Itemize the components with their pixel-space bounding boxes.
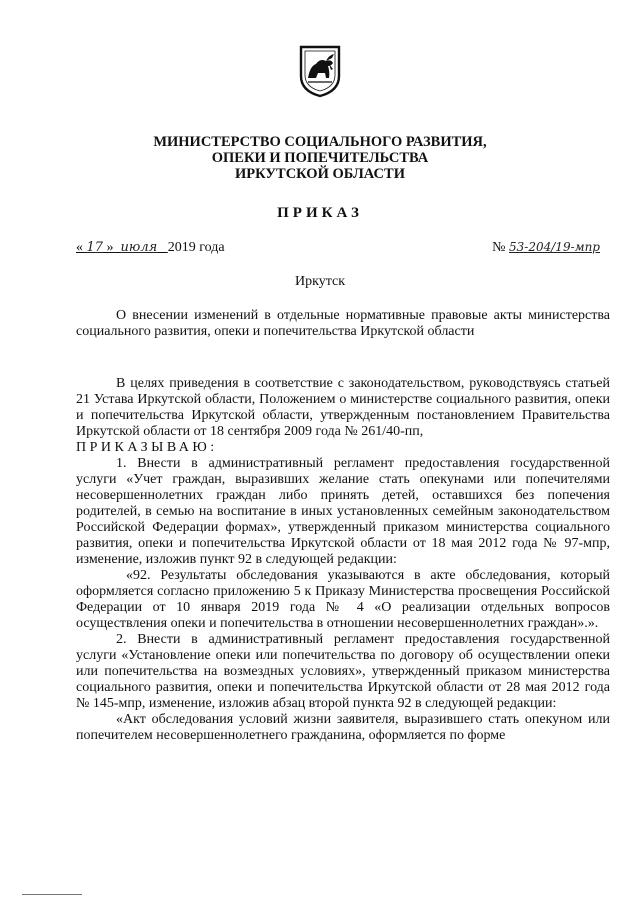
ministry-line-3: ИРКУТСКОЙ ОБЛАСТИ: [235, 166, 405, 182]
date-open-quote: «: [76, 240, 83, 255]
order-number: [492, 240, 600, 256]
subject-text: О внесении изменений в отдельные нормативные правовые акты министерства социального развития, опеки и попечительства Иркутской области: [76, 308, 610, 339]
body-text: [76, 376, 610, 744]
date-close-quote: »: [106, 240, 114, 255]
number-value: 53-204/19-мпр: [509, 240, 600, 254]
ministry-title: [0, 134, 640, 182]
number-prefix: №: [492, 240, 506, 255]
footer-rule: [22, 894, 82, 895]
item-1-quote: «92. Результаты обследования указываются в акте обследования, который оформляется согласно приложению 5 к Приказу Министерства просвещения Российской Федерации от 10 января 2019 года № 4 «О реализации отдельных вопросов осуществления опеки и попечительства в отношении несовершеннолетних граждан».».: [76, 568, 610, 631]
subject-block: [76, 308, 610, 340]
decree-heading: ПРИКАЗЫВАЮ:: [76, 440, 218, 455]
ministry-line-2: ОПЕКИ И ПОПЕЧИТЕЛЬСТВА: [211, 150, 429, 166]
date-month: июля: [120, 240, 158, 255]
coat-of-arms-icon: [298, 44, 342, 98]
city: Иркутск: [294, 274, 346, 289]
ministry-line-1: МИНИСТЕРСТВО СОЦИАЛЬНОГО РАЗВИТИЯ,: [153, 134, 487, 150]
item-2-quote: «Акт обследования условий жизни заявителя, выразившего стать опекуном или попечителем несовершеннолетнего гражданина, оформляется по форме: [76, 712, 610, 743]
date-day: 17: [86, 240, 104, 255]
order-date: [76, 240, 225, 256]
preamble-paragraph: В целях приведения в соответствие с законодательством, руководствуясь статьей 21 Устава Иркутской области, Положением о министерстве социального развития, опеки и попечительства Иркутской области, утвержденным постановлением Правительства Иркутской области от 18 сентября 2009 года № 261/40-пп,: [76, 376, 610, 439]
date-year: 2019 года: [167, 240, 225, 255]
item-1-paragraph: 1. Внести в административный регламент предоставления государственной услуги «Учет граждан, выразивших желание стать опекунами или попечителями несовершеннолетних граждан либо принять детей, оставшихся без попечения родителей, в семью на воспитание в иных установленных семейным законодательством Российской Федерации формах», утвержденный приказом министерства социального развития, опеки и попечительства Иркутской области от 18 мая 2012 года № 97-мпр, изменение, изложив пункт 92 в следующей редакции:: [76, 456, 610, 567]
document-type: ПРИКАЗ: [277, 205, 363, 221]
item-2-paragraph: 2. Внести в административный регламент предоставления государственной услуги «Установление опеки или попечительства по договору об осуществлении опеки или попечительства на возмездных условиях», утвержденный приказом министерства социального развития, опеки и попечительства Иркутской области от 28 мая 2012 года № 145-мпр, изменение, изложив абзац второй пункта 92 в следующей редакции:: [76, 632, 610, 711]
